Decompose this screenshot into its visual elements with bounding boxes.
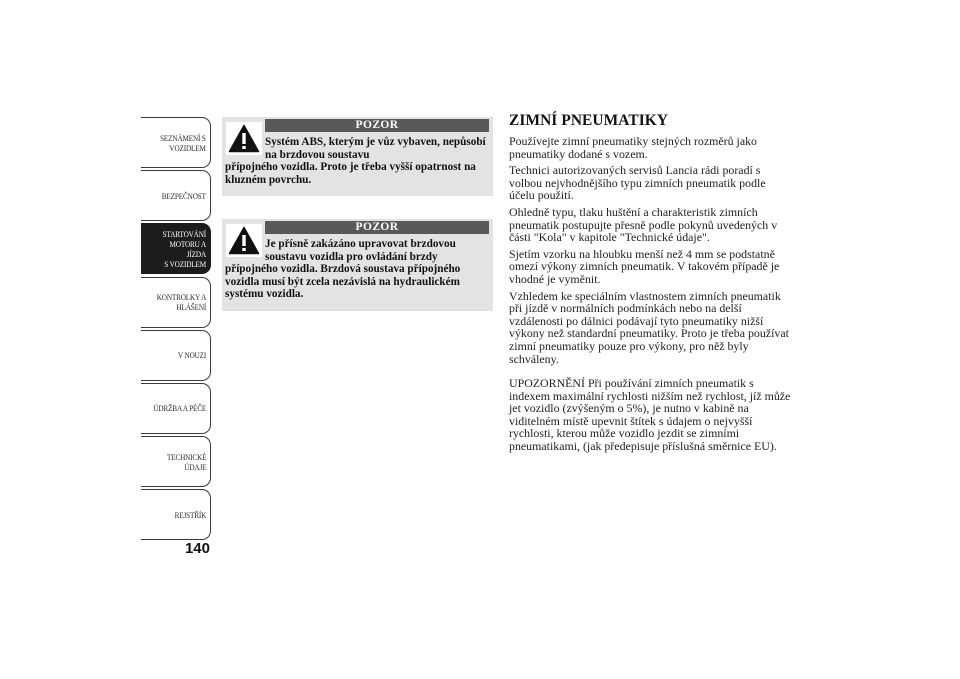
tab-label: TECHNICKÉ ÚDAJE	[166, 451, 206, 472]
warning-header: POZOR	[265, 221, 489, 234]
tab-label: KONTROLKY A HLÁŠENÍ	[156, 292, 206, 313]
warning-text-intro: Systém ABS, kterým je vůz vybaven, nepůsobí na brzdovou soustavu	[265, 136, 486, 161]
tab-seznameni[interactable]	[141, 117, 211, 168]
tab-v-nouzi[interactable]	[141, 330, 211, 381]
tab-rejstrik[interactable]	[141, 489, 211, 540]
chapter-tabs	[141, 117, 211, 543]
tab-startovani[interactable]	[141, 223, 211, 274]
paragraph: Používejte zimní pneumatiky stejných rozměrů jako pneumatiky dodané s vozem.	[509, 134, 757, 161]
warning-text	[225, 136, 490, 186]
notice-paragraph: UPOZORNĚNÍ Při používání zimních pneumatik s indexem maximální rychlosti nižším než rychlost, jíž může jet vozidlo (zvýšeným o 5%), je nutno v kabině na viditelném místě upevnit štítek s údajem o nejvyšší rychlosti, kterou může vozidlo jezdit se zimními pneumatikami, (jak předepisuje příslušná směrnice EU).	[509, 376, 791, 454]
tab-udrzba[interactable]	[141, 383, 211, 434]
section-winter-tyres	[509, 112, 792, 457]
tab-label: STARTOVÁNÍ MOTORU A JÍZDA S VOZIDLEM	[162, 228, 206, 269]
tab-bezpecnost[interactable]	[141, 170, 211, 221]
paragraph: Ohledně typu, tlaku huštění a charakteristik zimních pneumatik postupujte přesně podle pokynů uvedených v části "Kola" v kapitole "Technické údaje".	[509, 204, 778, 245]
warning-header: POZOR	[265, 119, 489, 132]
tab-label: V NOUZI	[177, 350, 206, 361]
warning-box-brake	[222, 219, 493, 311]
tab-kontrolky[interactable]	[141, 277, 211, 328]
paragraph: Vzhledem ke speciálním vlastnostem zimních pneumatik při jízdě v normálních podmínkách nebo na delší vzdálenosti po dálnici podávají tyto pneumatiky nižší výkony než standardní pneumatiky. Proto je třeba používat zimní pneumatiky pouze pro výkony, pro něž byly schváleny.	[509, 288, 789, 366]
warning-text-rest: přípojného vozidla. Proto je třeba vyšší opatrnost na kluzném povrchu.	[225, 161, 476, 186]
tab-label: REJSTŘÍK	[174, 509, 206, 520]
tab-label: BEZPEČNOST	[161, 190, 206, 201]
warning-box-abs	[222, 117, 493, 196]
paragraph: Sjetím vzorku na hloubku menší než 4 mm se podstatně omezí výkony zimních pneumatik. V takovém případě je vhodné je vyměnit.	[509, 246, 780, 286]
section-title: ZIMNÍ PNEUMATIKY	[509, 112, 669, 129]
page-number: 140	[184, 540, 210, 557]
warning-text-intro: Je přísně zakázáno upravovat brzdovou soustavu vozidla pro ovládání brzdy	[265, 238, 456, 263]
paragraph: Technici autorizovaných servisů Lancia rádi poradí s volbou nejvhodnějšího typu zimních pneumatik podle účelu použití.	[509, 163, 766, 203]
tab-technicke-udaje[interactable]	[141, 436, 211, 487]
tab-label: SEZNÁMENÍ S VOZIDLEM	[160, 132, 206, 153]
warning-text-rest: přípojného vozidla. Brzdová soustava přípojného vozidla musí být zcela nezávislá na hydraulickém systému vozidla.	[225, 263, 461, 301]
warning-text	[225, 238, 490, 301]
tab-label: ÚDRŽBA A PÉČE	[153, 403, 206, 414]
